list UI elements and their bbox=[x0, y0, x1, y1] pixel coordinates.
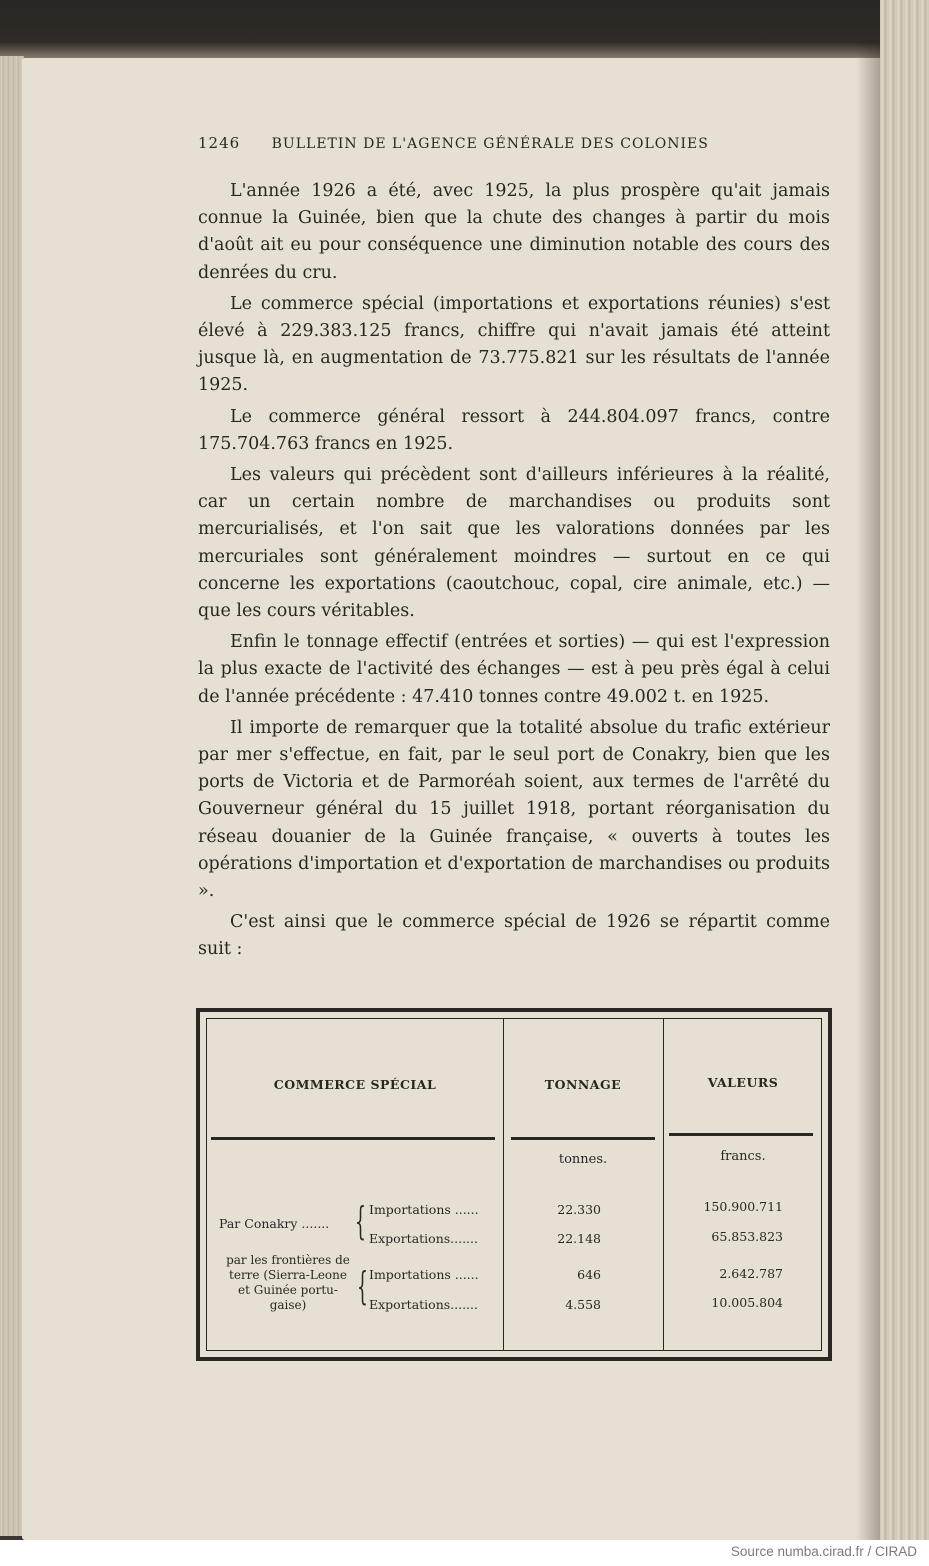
paragraph: Il importe de remarquer que la totalité absolue du trafic extérieur par mer s'effectue, en fait, par le seul port de Conakry, bien que les ports de Victoria et de Parmoréah soient, aux termes de l'arrêté du Gouverneur général du 15 juillet 1918, portant réorganisation du réseau douanier de la Guinée française, « ouverts à toutes les opérations d'importation et d'exportation de marchandises ou produits ». bbox=[198, 717, 830, 902]
header-tonnage: TONNAGE bbox=[544, 1077, 622, 1092]
group-label-line: terre (Sierra-Leone bbox=[229, 1268, 347, 1282]
group-label-line: par les frontières de bbox=[226, 1253, 350, 1267]
valeur-value: 65.853.823 bbox=[711, 1229, 783, 1244]
running-head bbox=[198, 134, 738, 152]
column-divider bbox=[503, 1019, 504, 1350]
row-type: Importations ...... bbox=[369, 1202, 479, 1217]
footer-bar bbox=[0, 1540, 929, 1566]
unit-francs: francs. bbox=[720, 1149, 766, 1164]
row-type: Importations ...... bbox=[369, 1267, 479, 1282]
paragraph: L'année 1926 a été, avec 1925, la plus prospère qu'ait jamais connue la Guinée, bien que la chute des changes à partir du mois d'août ait eu pour conséquence une diminution notable des cours des denrées du cru. bbox=[198, 181, 830, 283]
unit-tonnes: tonnes. bbox=[558, 1152, 608, 1167]
tonnage-value: 22.330 bbox=[557, 1202, 601, 1217]
page-edges-right bbox=[880, 0, 929, 1540]
group-label-line: gaise) bbox=[269, 1298, 307, 1312]
tonnage-value: 4.558 bbox=[565, 1297, 601, 1312]
paragraph: Le commerce spécial (importations et exportations réunies) s'est élevé à 229.383.125 francs, chiffre qui n'avait jamais été atteint jusque là, en augmentation de 73.775.821 sur les résultats de l'année 1925. bbox=[198, 293, 830, 396]
paragraph: Les valeurs qui précèdent sont d'ailleurs inférieures à la réalité, car un certain nombre de marchandises ou produits sont mercurialisés, et l'on sait que les valorations données par les mercuriales sont généralement moindres — surtout en ce qui concerne les exportations (caoutchouc, copal, cire animale, etc.) — que les cours véritables. bbox=[198, 465, 830, 622]
source-credit: Source numba.cirad.fr / CIRAD bbox=[730, 1544, 917, 1559]
group-label-frontieres bbox=[215, 1253, 361, 1313]
page-number: 1246 bbox=[198, 134, 241, 152]
valeur-value: 150.900.711 bbox=[703, 1199, 783, 1214]
row-type: Exportations....... bbox=[369, 1231, 478, 1246]
page-edges-left bbox=[0, 56, 24, 1536]
paragraph: Enfin le tonnage effectif (entrées et sorties) — qui est l'expression la plus exacte de l'activité des échanges — est à peu près égal à celui de l'année précédente : 47.410 tonnes contre 49.002 t. en 1925. bbox=[198, 632, 830, 707]
tonnage-value: 646 bbox=[577, 1267, 601, 1282]
brace-icon: { bbox=[355, 1199, 366, 1243]
paragraph: Le commerce général ressort à 244.804.097 francs, contre 175.704.763 francs en 1925. bbox=[198, 406, 830, 454]
body-text bbox=[198, 178, 830, 968]
column-divider bbox=[663, 1019, 664, 1350]
tonnage-value: 22.148 bbox=[557, 1231, 601, 1246]
brace-icon: { bbox=[357, 1264, 368, 1308]
group-label-conakry: Par Conakry ....... bbox=[219, 1216, 330, 1231]
header-valeurs: VALEURS bbox=[707, 1075, 779, 1090]
running-title: BULLETIN DE L'AGENCE GÉNÉRALE DES COLONIES bbox=[271, 136, 709, 152]
header-rule bbox=[511, 1137, 655, 1140]
row-type: Exportations....... bbox=[369, 1297, 478, 1312]
header-rule bbox=[211, 1137, 495, 1140]
group-label-line: et Guinée portu- bbox=[238, 1283, 338, 1297]
scan-top-edge bbox=[0, 0, 929, 60]
header-rule bbox=[669, 1133, 813, 1136]
header-commerce-special: COMMERCE SPÉCIAL bbox=[273, 1077, 437, 1092]
valeur-value: 10.005.804 bbox=[711, 1295, 783, 1310]
paragraph: C'est ainsi que le commerce spécial de 1926 se répartit comme suit : bbox=[198, 912, 830, 960]
commerce-table bbox=[196, 1008, 832, 1361]
table-inner-frame bbox=[206, 1018, 822, 1351]
valeur-value: 2.642.787 bbox=[719, 1266, 783, 1281]
